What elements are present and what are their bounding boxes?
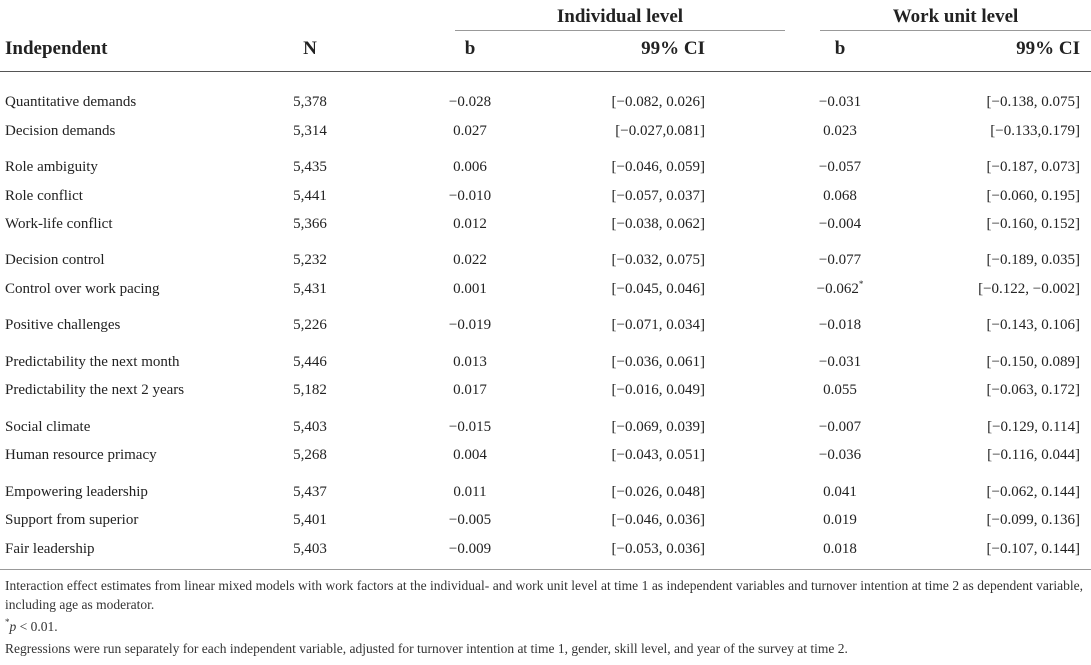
row-ci-work-unit: [−0.063, 0.172] [986,382,1080,398]
row-b-work-unit-value: −0.036 [818,447,862,463]
row-b-work-unit-value: −0.031 [818,354,862,370]
row-b-individual: 0.027 [453,123,487,139]
row-ci-work-unit: [−0.122, −0.002] [978,281,1080,297]
row-b-work-unit [800,378,880,402]
row-b-individual: 0.022 [453,252,487,268]
row-label: Work-life conflict [5,216,113,232]
group-header-work-unit: Work unit level [892,6,1019,27]
group-rule-work-unit [820,30,1091,31]
group-rule-individual [455,30,785,31]
row-ci-work-unit: [−0.129, 0.114] [987,419,1080,435]
row-label: Role conflict [5,188,83,204]
row-label: Decision demands [5,123,116,139]
row-b-work-unit [800,508,880,532]
row-b-work-unit-value: 0.023 [823,123,857,139]
column-header-ci-individual: 99% CI [641,38,705,59]
row-n: 5,403 [293,419,327,435]
row-ci-individual: [−0.016, 0.049] [611,382,705,398]
row-ci-individual: [−0.038, 0.062] [611,216,705,232]
footnote-regressions: Regressions were run separately for each independent variable, adjusted for turnover intention at time 1, gender, skill level, and year of the survey at time 2. [5,641,848,656]
row-ci-work-unit: [−0.062, 0.144] [986,484,1080,500]
row-b-individual: −0.019 [448,317,492,333]
bottom-rule [0,569,1091,570]
row-ci-work-unit: [−0.189, 0.035] [986,252,1080,268]
row-b-individual: 0.004 [453,447,487,463]
table-row [0,184,1091,208]
row-label: Positive challenges [5,317,121,333]
column-header-independent: Independent [5,38,108,59]
table-row [0,378,1091,402]
table-row [0,350,1091,374]
row-ci-work-unit: [−0.150, 0.089] [986,354,1080,370]
row-label: Predictability the next month [5,354,180,370]
table-row [0,248,1091,272]
column-header-b-individual: b [464,38,476,59]
row-label: Human resource primacy [5,447,157,463]
row-label: Fair leadership [5,541,95,557]
row-n: 5,437 [293,484,327,500]
row-b-work-unit [800,537,880,561]
column-header-n: N [303,38,317,59]
row-ci-individual: [−0.036, 0.061] [611,354,705,370]
row-b-work-unit [800,212,880,236]
table-footnotes [5,576,1083,661]
row-b-work-unit-value: 0.068 [823,188,857,204]
row-label: Quantitative demands [5,94,137,110]
row-b-individual: −0.015 [448,419,492,435]
row-b-individual: −0.009 [448,541,492,557]
table-row [0,119,1091,143]
row-b-work-unit [800,443,880,467]
row-b-work-unit-value: −0.057 [818,159,862,175]
row-b-work-unit [800,415,880,439]
row-b-individual: 0.006 [453,159,487,175]
row-ci-work-unit: [−0.187, 0.073] [986,159,1080,175]
row-b-work-unit-value: −0.077 [818,252,862,268]
row-b-work-unit [800,277,880,301]
row-b-work-unit [800,480,880,504]
row-b-work-unit [800,350,880,374]
row-b-work-unit-value: −0.062 [816,281,859,297]
table-row [0,277,1091,301]
row-n: 5,182 [293,382,327,398]
row-n: 5,435 [293,159,327,175]
column-header-b-work-unit: b [834,38,846,59]
row-ci-work-unit: [−0.060, 0.195] [986,188,1080,204]
row-label: Control over work pacing [5,281,160,297]
footnote-significance-mark: * [5,617,10,627]
row-b-work-unit-value: −0.031 [818,94,862,110]
table-row [0,313,1091,337]
row-n: 5,441 [293,188,327,204]
row-ci-individual: [−0.043, 0.051] [611,447,705,463]
row-n: 5,268 [293,447,327,463]
header-rule [0,71,1091,72]
row-ci-work-unit: [−0.143, 0.106] [986,317,1080,333]
row-b-work-unit-value: 0.018 [823,541,857,557]
row-ci-individual: [−0.032, 0.075] [611,252,705,268]
row-ci-individual: [−0.053, 0.036] [611,541,705,557]
row-ci-individual: [−0.027,0.081] [615,123,705,139]
footnote-p-threshold: < 0.01. [16,619,58,634]
row-b-individual: 0.013 [453,354,487,370]
row-label: Decision control [5,252,105,268]
row-ci-individual: [−0.046, 0.059] [611,159,705,175]
row-ci-individual: [−0.071, 0.034] [611,317,705,333]
row-ci-work-unit: [−0.099, 0.136] [986,512,1080,528]
column-header-ci-work-unit: 99% CI [1016,38,1080,59]
row-b-work-unit [800,119,880,143]
footnote-significance [5,617,1083,636]
group-header-individual: Individual level [556,6,684,27]
row-b-work-unit [800,155,880,179]
row-b-work-unit-value: 0.055 [823,382,857,398]
row-b-individual: 0.017 [453,382,487,398]
row-b-individual: −0.028 [448,94,492,110]
table-row [0,480,1091,504]
row-b-individual: 0.011 [453,484,487,500]
table-row [0,155,1091,179]
row-b-work-unit [800,248,880,272]
table-row [0,508,1091,532]
row-b-individual: 0.012 [453,216,487,232]
row-label: Empowering leadership [5,484,148,500]
row-label: Role ambiguity [5,159,98,175]
table-row [0,212,1091,236]
row-b-work-unit-value: −0.007 [818,419,862,435]
row-b-work-unit [800,90,880,114]
table-row [0,90,1091,114]
row-n: 5,314 [293,123,327,139]
row-label: Predictability the next 2 years [5,382,185,398]
row-n: 5,431 [293,281,327,297]
row-ci-individual: [−0.082, 0.026] [611,94,705,110]
row-b-work-unit [800,313,880,337]
row-ci-individual: [−0.069, 0.039] [611,419,705,435]
row-b-work-unit-value: 0.019 [823,512,857,528]
row-b-work-unit-value: −0.004 [818,216,862,232]
row-b-individual: 0.001 [453,281,487,297]
footnote-interaction: Interaction effect estimates from linear mixed models with work factors at the individual- and work unit level at time 1 as independent variables and turnover intention at time 2 as dependent variable, including age as moderator. [5,578,1083,612]
table-row [0,537,1091,561]
row-n: 5,403 [293,541,327,557]
row-n: 5,226 [293,317,327,333]
row-ci-individual: [−0.057, 0.037] [611,188,705,204]
row-ci-work-unit: [−0.160, 0.152] [986,216,1080,232]
row-b-work-unit-value: −0.018 [818,317,862,333]
row-ci-individual: [−0.026, 0.048] [611,484,705,500]
row-b-work-unit-value: 0.041 [823,484,857,500]
row-ci-work-unit: [−0.138, 0.075] [986,94,1080,110]
table-row [0,415,1091,439]
table-row [0,443,1091,467]
row-label: Social climate [5,419,91,435]
row-label: Support from superior [5,512,139,528]
row-n: 5,401 [293,512,327,528]
row-ci-work-unit: [−0.116, 0.044] [987,447,1080,463]
row-b-work-unit [800,184,880,208]
row-ci-individual: [−0.045, 0.046] [611,281,705,297]
row-n: 5,366 [293,216,327,232]
row-n: 5,378 [293,94,327,110]
row-b-individual: −0.010 [448,188,492,204]
row-n: 5,446 [293,354,327,370]
row-ci-work-unit: [−0.133,0.179] [990,123,1080,139]
row-ci-work-unit: [−0.107, 0.144] [986,541,1080,557]
row-n: 5,232 [293,252,327,268]
significance-mark: * [858,279,864,289]
footnote-p-symbol: p [9,619,17,634]
row-b-individual: −0.005 [448,512,492,528]
row-ci-individual: [−0.046, 0.036] [611,512,705,528]
